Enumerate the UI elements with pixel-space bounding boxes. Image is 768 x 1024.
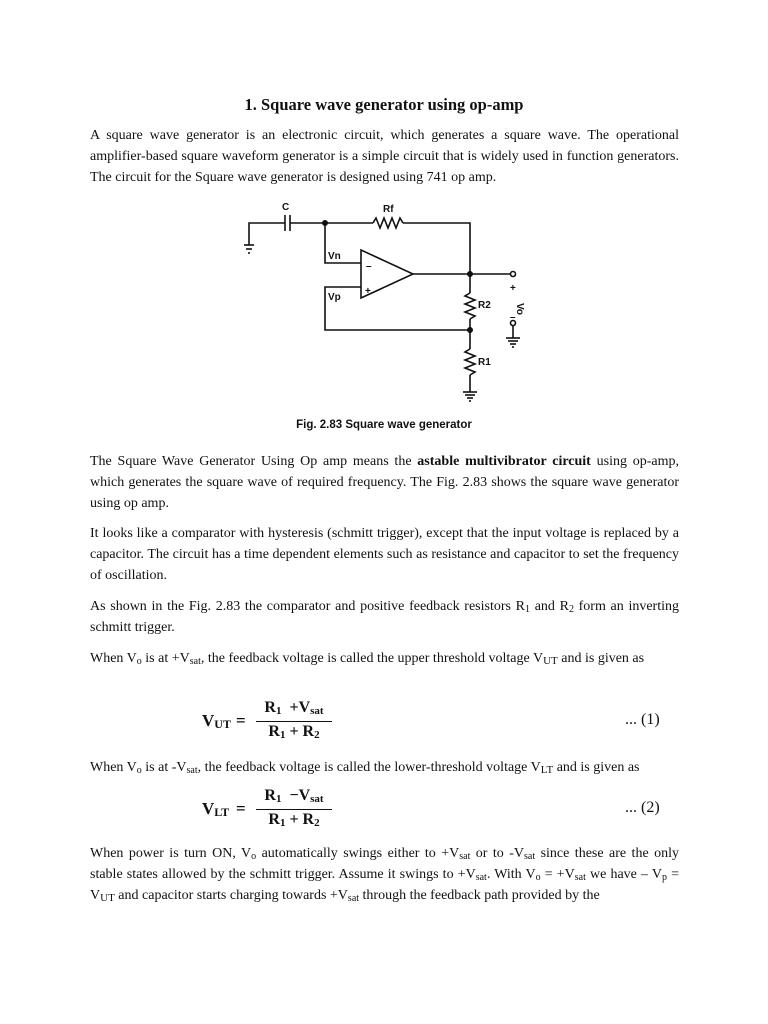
junction-node-mid (468, 328, 472, 332)
subscript: UT (100, 892, 115, 904)
equation-1-lhs (202, 711, 231, 731)
ground-symbol-left (244, 245, 254, 253)
subscript: sat (574, 872, 586, 883)
text-run: When power is turn ON, V (90, 846, 252, 861)
text-run: + R (285, 723, 315, 740)
section-heading: 1. Square wave generator using op-amp (244, 95, 524, 114)
wire-noninverting-input (325, 287, 470, 330)
text-run: , the feedback voltage is called the lower-threshold voltage V (197, 760, 541, 775)
equation-2-fraction (256, 787, 332, 833)
subscript: o (136, 765, 142, 776)
equation-2-numerator (256, 787, 332, 810)
ground-symbol-output (506, 338, 520, 347)
equation-2 (0, 787, 768, 837)
equation-2-denominator (256, 810, 332, 833)
subscript: UT (214, 717, 231, 731)
equation-1-fraction (256, 699, 332, 745)
resistor-r2 (465, 293, 475, 319)
figure-caption: Fig. 2.83 Square wave generator (296, 419, 472, 431)
power-on-paragraph (90, 843, 679, 906)
label-vn: Vn (328, 251, 341, 262)
subscript: LT (540, 764, 554, 776)
text-run: = V (90, 867, 680, 903)
label-vo-minus: – (510, 312, 516, 323)
upper-threshold-paragraph (90, 648, 679, 669)
subscript: sat (524, 851, 536, 862)
text-run: and is given as (557, 651, 645, 666)
text-run: is at -V (141, 760, 187, 775)
bold-term-astable-multivibrator: astable multivibrator circuit (417, 454, 591, 469)
subscript: 1 (525, 604, 530, 615)
label-vo: Vo (514, 303, 525, 316)
resistor-r1 (465, 349, 475, 375)
subscript: sat (310, 705, 324, 717)
subscript: LT (214, 805, 230, 819)
text-run: or to -V (470, 846, 525, 861)
text-run: using op-amp, which generates the square wave of required frequency. The Fig. 2.83 shows the square wave generator using op amp. (90, 454, 679, 511)
text-run: , the feedback voltage is called the upper threshold voltage V (200, 651, 544, 666)
lower-threshold-paragraph (90, 757, 679, 778)
text-run: V (202, 711, 215, 730)
text-run: When V (90, 651, 137, 666)
subscript: 2 (568, 604, 574, 615)
ground-symbol-bottom (463, 392, 477, 401)
text-run: R (268, 811, 280, 828)
label-vp: Vp (328, 292, 341, 303)
wire-cap-left (249, 223, 285, 245)
equation-1-number: ... (1) (625, 711, 660, 728)
text-run: As shown in the Fig. 2.83 the comparator and positive feedback resistors R (90, 599, 525, 614)
label-rf: Rf (383, 204, 394, 215)
equation-2-lhs (202, 799, 229, 819)
subscript: sat (189, 656, 201, 667)
text-run: R (268, 723, 280, 740)
output-terminal (511, 272, 516, 277)
label-op-minus: – (366, 261, 372, 272)
subscript: 1 (279, 729, 286, 741)
subscript: UT (543, 655, 558, 667)
subscript: 1 (275, 793, 282, 805)
text-run: . With V (486, 867, 536, 882)
equation-1 (0, 699, 768, 749)
text-run: −V (289, 787, 311, 804)
label-vo-plus: + (510, 283, 516, 294)
subscript: sat (459, 851, 471, 862)
label-c: C (282, 202, 290, 213)
subscript: sat (475, 872, 487, 883)
subscript: o (136, 656, 142, 667)
resistor-rf (373, 218, 403, 228)
capacitor-c (285, 215, 290, 231)
text-run: and capacitor starts charging towards +V (114, 888, 348, 903)
square-wave-generator-circuit-diagram (225, 195, 545, 410)
equation-2-number: ... (2) (625, 799, 660, 816)
subscript: p (662, 872, 667, 883)
comparator-paragraph: It looks like a comparator with hysteresis (schmitt trigger), except that the input voltage is replaced by a capacitor. The circuit has a time dependent elements such as resistance and capacitor to set the frequency of oscillation. (90, 526, 679, 583)
equation-2-equals: = (236, 799, 246, 818)
equation-1-equals: = (236, 711, 246, 730)
text-run: and is given as (553, 760, 640, 775)
schmitt-trigger-paragraph (90, 596, 679, 638)
subscript: sat (310, 793, 324, 805)
text-run: V (202, 799, 215, 818)
subscript: 1 (275, 705, 282, 717)
subscript: sat (347, 893, 360, 904)
text-run: R (264, 787, 276, 804)
subscript: 2 (314, 817, 320, 829)
text-run: and R (530, 599, 569, 614)
text-run: = +V (540, 867, 575, 882)
text-run: The Square Wave Generator Using Op amp means the (90, 454, 418, 469)
text-run: When V (90, 760, 137, 775)
label-op-plus: + (365, 286, 371, 297)
subscript: 2 (314, 729, 320, 741)
text-run: form an inverting schmitt trigger. (90, 599, 679, 635)
subscript: sat (186, 765, 198, 776)
wire-feedback-right (403, 223, 470, 272)
label-r2: R2 (478, 300, 491, 311)
text-run: is at +V (141, 651, 190, 666)
subscript: o (251, 851, 257, 862)
equation-1-numerator (256, 699, 332, 722)
astable-paragraph (90, 451, 679, 514)
text-run: + R (285, 811, 315, 828)
subscript: o (535, 872, 541, 883)
text-run: since these are the only stable states allowed by the schmitt trigger. Assume it swings to +V (90, 846, 679, 882)
label-r1: R1 (478, 357, 491, 368)
subscript: 1 (279, 817, 286, 829)
text-run: through the feedback path provided by the (359, 888, 600, 903)
equation-1-denominator (256, 722, 332, 745)
text-run: +V (289, 699, 311, 716)
text-run: R (264, 699, 276, 716)
text-run: automatically swings either to +V (256, 846, 460, 861)
text-run: we have – V (585, 867, 662, 882)
intro-paragraph: A square wave generator is an electronic circuit, which generates a square wave. The operational amplifier-based square waveform generator is a simple circuit that is widely used in function generators. The circuit for the Square wave generator is designed using 741 op amp. (90, 128, 679, 185)
